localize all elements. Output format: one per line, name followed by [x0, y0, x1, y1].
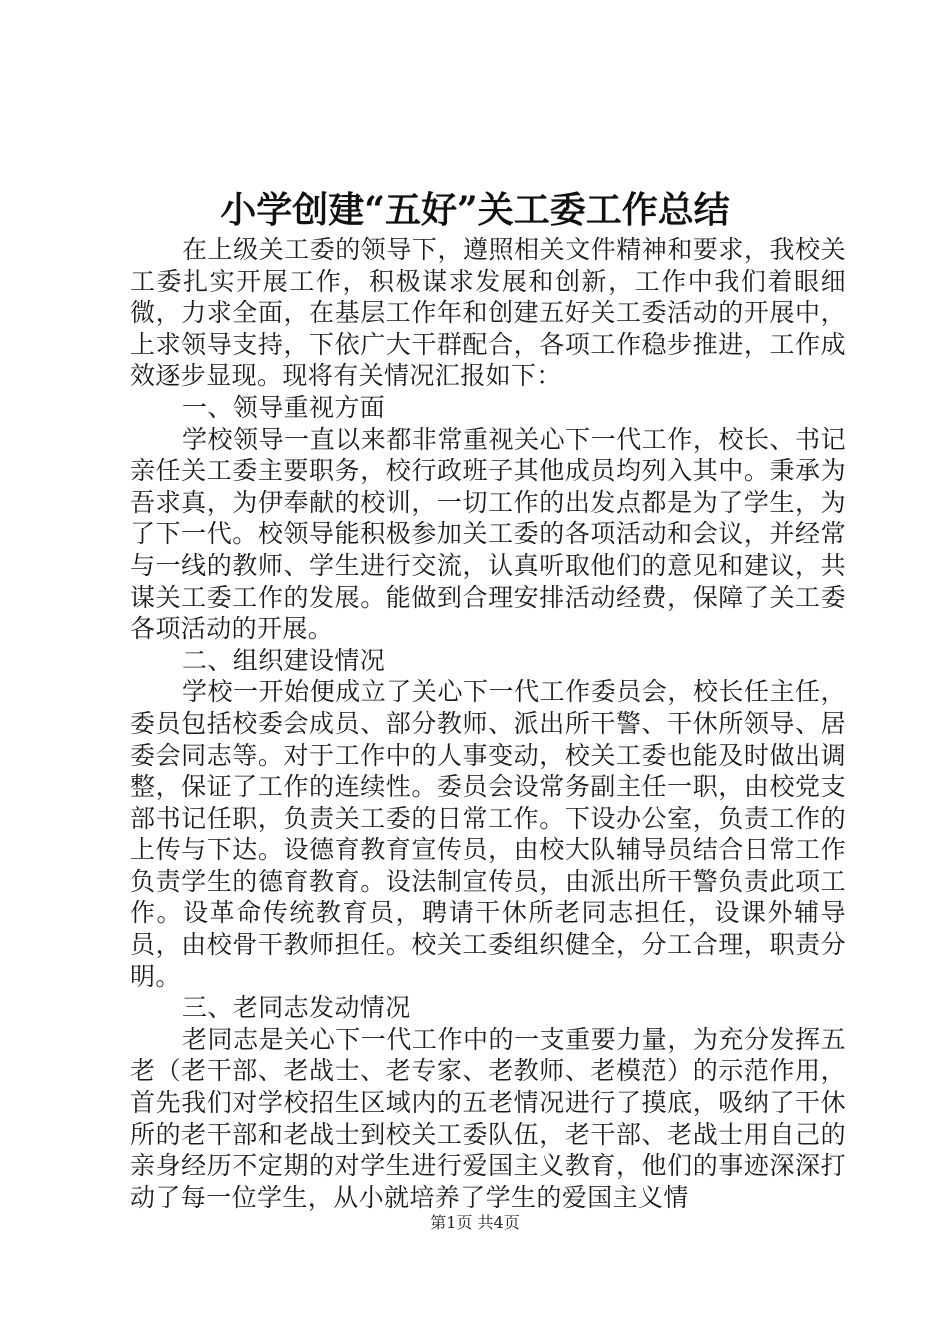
organization-paragraph: 学校一开始便成立了关心下一代工作委员会，校长任主任，委员包括校委会成员、部分教师、派出所干警、干休所领导、居委会同志等。对于工作中的人事变动，校关工委也能及时做出调整，保证了工作的连续性。委员会设常务副主任一职，由校党支部书记任职，负责关工委的日常工作。下设办公室，负责工作的上传与下达。设德育教育宣传员，由校大队辅导员结合日常工作负责学生的德育教育。设法制宣传员，由派出所干警负责此项工作。设革命传统教育员，聘请干休所老同志担任，设课外辅导员，由校骨干教师担任。校关工委组织健全，分工合理，职责分明。: [130, 677, 846, 991]
section-heading-leadership: 一、领导重视方面: [182, 392, 386, 422]
page-number-footer: 第1页 共4页: [430, 1213, 520, 1232]
section-heading-veterans: 三、老同志发动情况: [182, 993, 411, 1023]
document-title: 小学创建“五好”关工委工作总结: [220, 189, 730, 231]
section-heading-organization: 二、组织建设情况: [182, 645, 386, 675]
veterans-paragraph: 老同志是关心下一代工作中的一支重要力量，为充分发挥五老（老干部、老战士、老专家、老教师、老模范）的示范作用，首先我们对学校招生区域内的五老情况进行了摸底，吸纳了干休所的老干部和老战士到校关工委队伍，老干部、老战士用自己的亲身经历不定期的对学生进行爱国主义教育，他们的事迹深深打动了每一位学生，从小就培养了学生的爱国主义情: [130, 1024, 846, 1212]
leadership-paragraph: 学校领导一直以来都非常重视关心下一代工作，校长、书记亲任关工委主要职务，校行政班子其他成员均列入其中。秉承为吾求真，为伊奉献的校训，一切工作的出发点都是为了学生，为了下一代。校领导能积极参加关工委的各项活动和会议，并经常与一线的教师、学生进行交流，认真听取他们的意见和建议，共谋关工委工作的发展。能做到合理安排活动经费，保障了关工委各项活动的开展。: [130, 424, 846, 644]
intro-paragraph: 在上级关工委的领导下，遵照相关文件精神和要求，我校关工委扎实开展工作，积极谋求发展和创新，工作中我们着眼细微，力求全面，在基层工作年和创建五好关工委活动的开展中，上求领导支持，下依广大干群配合，各项工作稳步推进，工作成效逐步显现。现将有关情况汇报如下：: [130, 235, 846, 391]
document-body: [130, 234, 846, 1213]
